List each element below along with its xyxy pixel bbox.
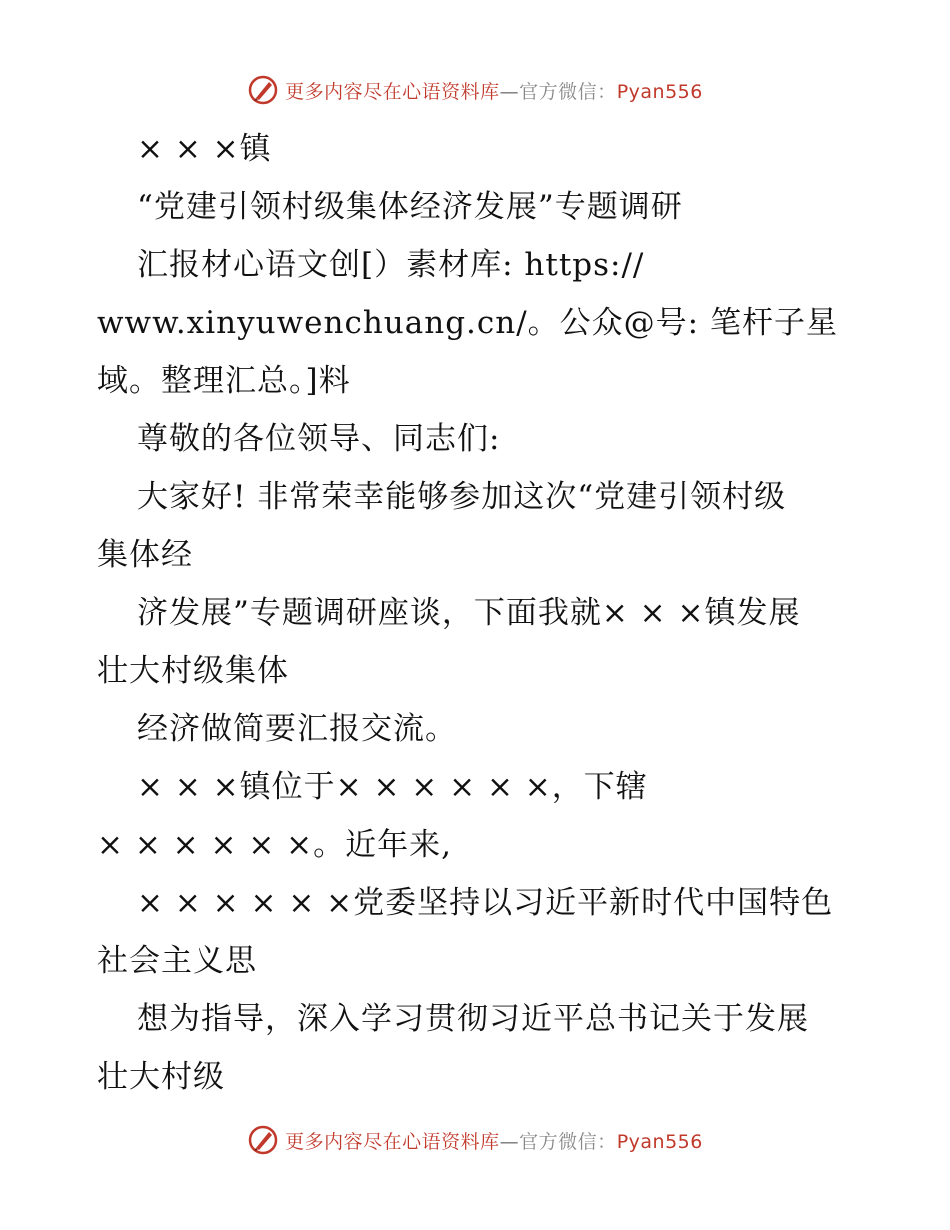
doc-paragraph-line: 大家好! 非常荣幸能够参加这次“党建引领村级	[137, 479, 787, 515]
doc-salutation: 尊敬的各位领导、同志们:	[137, 421, 501, 457]
banner-title: 更多内容尽在心语资料库	[285, 80, 500, 103]
banner-dash: —	[499, 80, 520, 103]
banner-title: 更多内容尽在心语资料库	[285, 1130, 500, 1153]
doc-paragraph-line: 社会主义思	[97, 943, 257, 979]
doc-paragraph-line: 想为指导，深入学习贯彻习近平总书记关于发展	[137, 1001, 809, 1037]
banner-dash: —	[499, 1130, 520, 1153]
doc-paragraph-line: 经济做简要汇报交流。	[137, 711, 457, 747]
footer-watermark-banner	[0, 1120, 950, 1160]
doc-line-town: × × ×镇	[137, 131, 272, 167]
doc-paragraph-line: 集体经	[97, 537, 193, 573]
doc-line-source-2: www.xinyuwenchuang.cn/。公众@号: 笔杆子星	[97, 305, 838, 341]
doc-paragraph-line: 济发展”专题调研座谈，下面我就× × ×镇发展	[137, 595, 801, 631]
doc-paragraph-line: × × × × × ×党委坚持以习近平新时代中国特色	[137, 885, 834, 921]
banner-wechat-label: 官方微信：	[519, 80, 617, 103]
doc-paragraph-line: 壮大村级集体	[97, 653, 289, 689]
banner-wechat-id: Pyan556	[616, 1130, 703, 1153]
document-body	[97, 120, 877, 1106]
doc-paragraph-line: 壮大村级	[97, 1059, 225, 1095]
header-watermark-banner	[0, 70, 950, 110]
banner-wechat-id: Pyan556	[616, 80, 703, 103]
doc-paragraph-line: × × × × × ×。近年来,	[97, 827, 452, 863]
quill-pen-icon	[247, 1124, 279, 1156]
quill-pen-icon	[247, 74, 279, 106]
doc-line-source-3: 域。整理汇总。]料	[97, 363, 351, 399]
banner-wechat-label: 官方微信：	[519, 1130, 617, 1153]
doc-title-line: “党建引领村级集体经济发展”专题调研	[137, 189, 683, 225]
doc-paragraph-line: × × ×镇位于× × × × × ×，下辖	[137, 769, 648, 805]
doc-line-source-1: 汇报材心语文创[）素材库: https://	[137, 247, 645, 283]
